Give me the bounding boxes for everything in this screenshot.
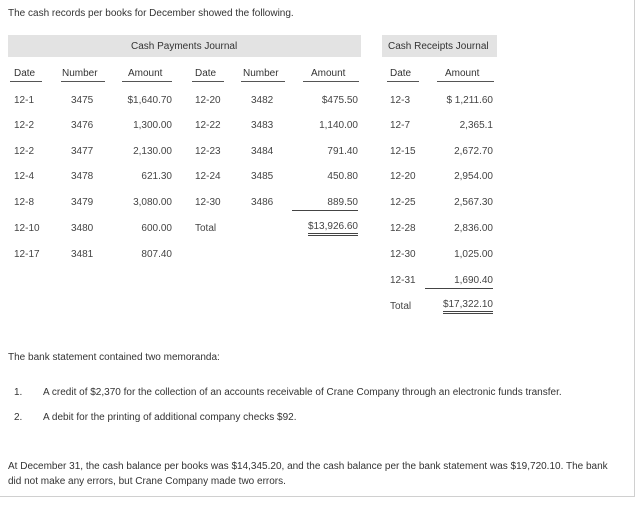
payment-amount: $1,640.70 <box>127 95 172 106</box>
receipt-amount: 1,025.00 <box>454 249 493 260</box>
memo-number: 1. <box>14 387 23 398</box>
receipt-amount: 2,672.70 <box>454 146 493 157</box>
payment-amount: $475.50 <box>321 95 358 106</box>
payment-number: 3482 <box>251 95 274 106</box>
receipt-amount: 2,836.00 <box>454 223 493 234</box>
header-underline <box>122 81 172 82</box>
memo-text: A credit of $2,370 for the collection of an accounts receivable of Crane Company through an electronic funds transfer. <box>43 387 562 398</box>
memo-number: 2. <box>14 412 23 423</box>
receipt-amount: $ 1,211.60 <box>446 95 493 106</box>
receipt-date: 12-28 <box>390 223 416 234</box>
payment-date: 12-23 <box>195 146 221 157</box>
payment-date: 12-2 <box>14 146 35 157</box>
payments-header-number-2: Number <box>243 68 279 79</box>
payment-date: 12-2 <box>14 120 35 131</box>
payment-amount: 1,140.00 <box>319 120 358 131</box>
memo-intro: The bank statement contained two memoranda: <box>8 352 220 363</box>
payment-number: 3479 <box>71 197 94 208</box>
payment-date: 12-22 <box>195 120 221 131</box>
receipts-header-amount: Amount <box>445 68 480 79</box>
payment-number: 3475 <box>71 95 94 106</box>
receipt-date: 12-30 <box>390 249 416 260</box>
receipt-date: 12-15 <box>390 146 416 157</box>
payment-date: 12-10 <box>14 223 40 234</box>
header-underline <box>303 81 359 82</box>
payment-amount: 807.40 <box>141 249 172 260</box>
payment-date: 12-17 <box>14 249 40 260</box>
payments-total-amount: $13,926.60 <box>308 221 358 236</box>
payments-total-wrap <box>292 221 358 232</box>
intro-text: The cash records per books for December showed the following. <box>8 8 294 19</box>
payment-date: 12-20 <box>195 95 221 106</box>
memo-text: A debit for the printing of additional company checks $92. <box>43 412 297 423</box>
payment-number: 3478 <box>71 171 94 182</box>
payment-number: 3483 <box>251 120 274 131</box>
payment-number: 3477 <box>71 146 94 157</box>
payment-number: 3485 <box>251 171 274 182</box>
payment-amount: 2,130.00 <box>133 146 172 157</box>
receipt-date: 12-3 <box>390 95 411 106</box>
receipt-amount-last: 1,690.40 <box>425 272 493 289</box>
payment-date: 12-8 <box>14 197 35 208</box>
payments-title: Cash Payments Journal <box>131 41 238 52</box>
receipt-amount: 2,365.1 <box>459 120 493 131</box>
payment-amount-last: 889.50 <box>292 194 358 211</box>
payments-header-date-1: Date <box>14 68 36 79</box>
receipts-total-amount: $17,322.10 <box>443 299 493 314</box>
payment-amount: 621.30 <box>141 171 172 182</box>
payment-amount: 450.80 <box>327 171 358 182</box>
header-underline <box>192 81 224 82</box>
receipt-date: 12-20 <box>390 171 416 182</box>
payment-amount: 3,080.00 <box>133 197 172 208</box>
header-underline <box>387 81 419 82</box>
payment-amount: 1,300.00 <box>133 120 172 131</box>
receipts-total-label: Total <box>390 301 412 312</box>
receipts-total-wrap <box>425 299 493 310</box>
payment-number: 3486 <box>251 197 274 208</box>
receipt-amount: 2,567.30 <box>454 197 493 208</box>
header-underline <box>241 81 285 82</box>
payment-date: 12-4 <box>14 171 35 182</box>
payment-number: 3480 <box>71 223 94 234</box>
receipt-date: 12-31 <box>390 275 416 286</box>
payment-amount: 791.40 <box>327 146 358 157</box>
payments-total-label: Total <box>195 223 217 234</box>
header-underline <box>61 81 105 82</box>
payment-number: 3481 <box>71 249 94 260</box>
payment-number: 3484 <box>251 146 274 157</box>
receipts-title: Cash Receipts Journal <box>388 41 489 52</box>
payment-amount: 600.00 <box>141 223 172 234</box>
payments-header-number-1: Number <box>62 68 98 79</box>
payments-header-amount-1: Amount <box>128 68 163 79</box>
header-underline <box>10 81 42 82</box>
closing-line-1: At December 31, the cash balance per books was $14,345.20, and the cash balance per the bank statement was $19,720.10. The bank <box>8 461 608 472</box>
receipt-date: 12-7 <box>390 120 411 131</box>
receipt-date: 12-25 <box>390 197 416 208</box>
closing-line-2: did not make any errors, but Crane Company made two errors. <box>8 476 286 487</box>
header-underline <box>437 81 494 82</box>
payment-date: 12-24 <box>195 171 221 182</box>
payments-header-date-2: Date <box>195 68 217 79</box>
payments-header-amount-2: Amount <box>311 68 346 79</box>
receipt-amount: 2,954.00 <box>454 171 493 182</box>
payment-date: 12-30 <box>195 197 221 208</box>
payment-number: 3476 <box>71 120 94 131</box>
receipts-header-date: Date <box>390 68 412 79</box>
payment-date: 12-1 <box>14 95 35 106</box>
